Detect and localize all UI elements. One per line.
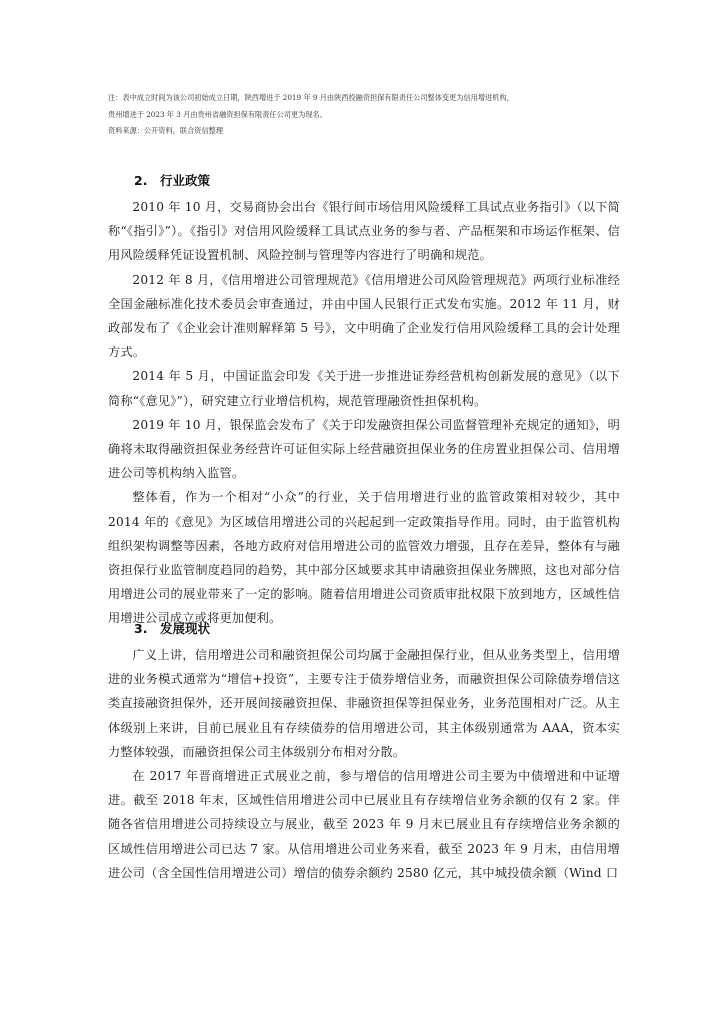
note-line: 注：表中成立时间为该公司初始成立日期，陕西增进于 2019 年 9 月由陕西投融资担保有限责任公司整体变更为信用增进机构， bbox=[108, 93, 514, 102]
paragraph: 广义上讲，信用增进公司和融资担保公司均属于金融担保行业，但从业务类型上，信用增进的业务模式通常为“增信+投资”，主要专注于债券增信业务，而融资担保公司除债券增信这类直接融资担保外，还开展间接融资担保、非融资担保等担保业务，业务范围相对广泛。从主体级别上来讲，目前已展业且有存续债券的信用增进公司，其主体级别通常为 AAA，资本实力整体较强，而融资担保公司主体级别分布相对分散。 bbox=[108, 648, 620, 759]
note-line: 贵州增进于 2023 年 3 月由贵州省融资担保有限责任公司更为现名。 bbox=[108, 109, 327, 119]
paragraph: 2012 年 8 月，《信用增进公司管理规范》《信用增进公司风险管理规范》两项行业标准经全国金融标准化技术委员会审查通过，并由中国人民银行正式发布实施。2012 年 11 月，财政部发布了《企业会计准则解释第 5 号》，文中明确了企业发行信用风险缓释工具的会计处理方式。 bbox=[108, 272, 620, 360]
paragraph: 在 2017 年晋商增进正式展业之前，参与增信的信用增进公司主要为中债增进和中证增进。截至 2018 年末，区域性信用增进公司中已展业且有存续增信业务余额的仅有 2 家。伴随各省信用增进公司持续设立与展业，截至 2023 年 9 月末已展业且有存续增信业务余额的区域性信用增进公司已达 7 家。从信用增进公司业务来看，截至 2023 年 9 月末，由信用增进公司（含全国性信用增进公司）增信的债券余额约 2580 亿元，其中城投债余额（Wind 口 bbox=[108, 769, 620, 880]
section-heading: 2. 行业政策 bbox=[134, 173, 210, 188]
paragraph: 2014 年 5 月，中国证监会印发《关于进一步推进证券经营机构创新发展的意见》（以下简称“《意见》”），研究建立行业增信机构，规范管理融资性担保机构。 bbox=[108, 369, 620, 408]
table-notes bbox=[108, 90, 618, 140]
paragraph: 2010 年 10 月，交易商协会出台《银行间市场信用风险缓释工具试点业务指引》（以下简称“《指引》”）。《指引》对信用风险缓释工具试点业务的参与者、产品框架和市场运作框架、信用风险缓释凭证设置机制、风险控制与管理等内容进行了明确和规范。 bbox=[108, 200, 620, 263]
paragraph: 2019 年 10 月，银保监会发布了《关于印发融资担保公司监督管理补充规定的通知》，明确将未取得融资担保业务经营许可证但实际上经营融资担保业务的住房置业担保公司、信用增进公司等机构纳入监管。 bbox=[108, 417, 620, 481]
section-industry-policy bbox=[108, 171, 620, 631]
section-development-status bbox=[108, 619, 620, 885]
paragraph: 整体看，作为一个相对“小众”的行业，关于信用增进行业的监管政策相对较少，其中 2014 年的《意见》为区域信用增进公司的兴起起到一定政策指导作用。同时，由于监管机构组织架构调整等因素，各地方政府对信用增进公司的监管效力增强，且存在差异，整体有与融资担保行业监管制度趋同的趋势，其中部分区域要求其申请融资担保业务牌照，这也对部分信用增进公司的展业带来了一定的影响。随着信用增进公司资质审批权限下放到地方，区域性信用增进公司成立或将更加便利。 bbox=[108, 490, 620, 626]
source-note: 资料来源：公开资料，联合资信整理 bbox=[108, 126, 224, 136]
section-heading: 3. 发展现状 bbox=[134, 621, 210, 636]
